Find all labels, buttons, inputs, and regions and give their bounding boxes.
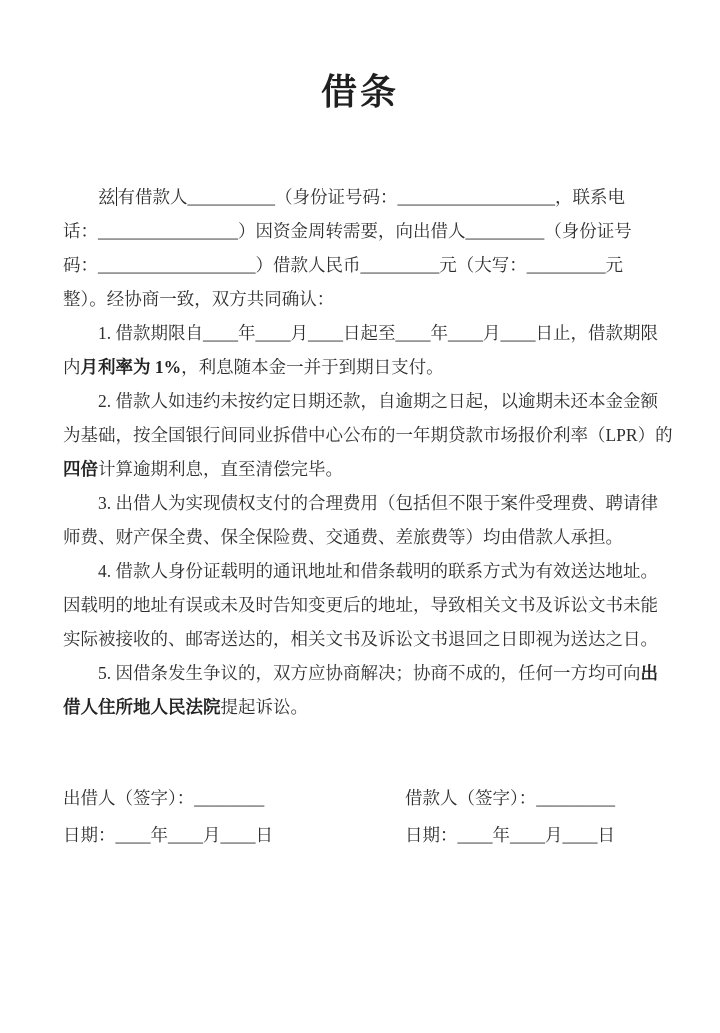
- clause-4-line-3: [63, 622, 657, 656]
- clause-4-line-1: [63, 554, 657, 588]
- blank-end-day[interactable]: ____: [500, 323, 536, 343]
- date-text: 日: [255, 825, 273, 845]
- blank-end-year[interactable]: ____: [395, 323, 431, 343]
- blank-borrower-date-day[interactable]: ____: [562, 825, 598, 845]
- blank-borrower-date-year[interactable]: ____: [457, 825, 493, 845]
- lender-signature-line: [63, 780, 405, 817]
- intro-text: ）因资金周转需要，向出借人: [238, 221, 466, 241]
- intro-line-1: [63, 180, 657, 214]
- intro-text: 元（大写：: [439, 255, 527, 275]
- blank-amount-digits[interactable]: _________: [360, 255, 440, 275]
- intro-text: ，联系电: [555, 187, 625, 207]
- borrower-signature-column: [405, 780, 615, 854]
- clause-text: 提起诉讼。: [220, 697, 308, 717]
- clause-5-line-2: [63, 690, 657, 724]
- clause-1-line-1: [63, 316, 657, 350]
- clause-2-line-2: [63, 418, 673, 452]
- intro-text: 元: [605, 255, 623, 275]
- intro-text: 话：: [63, 221, 98, 241]
- clause-text: 计算逾期利息，直至清偿完毕。: [98, 459, 343, 479]
- date-label: 日期：: [405, 825, 458, 845]
- blank-borrower-name[interactable]: __________: [187, 187, 275, 207]
- blank-lender-id[interactable]: __________________: [98, 255, 256, 275]
- borrower-signature-label: 借款人（签字）：: [405, 788, 537, 808]
- clause-1-line-2: [63, 350, 657, 384]
- lpr-multiple-emphasis: 四倍: [63, 459, 98, 479]
- lender-signature-column: [63, 780, 405, 854]
- date-text: 月: [203, 825, 221, 845]
- clause-text: 日止，借款期限: [535, 323, 658, 343]
- clause-text: 月: [290, 323, 308, 343]
- blank-borrower-id[interactable]: __________________: [397, 187, 555, 207]
- clause-text: 2. 借款人如违约未按约定日期还款，自逾期之日起，以逾期未还本金金额: [98, 391, 658, 411]
- interest-rate-emphasis: 月利率为 1%: [80, 357, 182, 377]
- clause-text: 为基础，按全国银行间同业拆借中心公布的一年期贷款市场报价利率（LPR）的: [63, 425, 673, 445]
- blank-lender-name[interactable]: _________: [465, 221, 545, 241]
- intro-line-4: [63, 282, 657, 316]
- clause-text: 日起至: [343, 323, 396, 343]
- date-label: 日期：: [63, 825, 116, 845]
- blank-lender-date-day[interactable]: ____: [220, 825, 256, 845]
- clause-4-line-2: [63, 588, 657, 622]
- borrower-date-line: [405, 817, 615, 854]
- blank-lender-signature[interactable]: ________: [194, 788, 265, 808]
- date-text: 日: [597, 825, 615, 845]
- intro-text: 有借款人: [117, 187, 188, 207]
- clause-text: 月: [483, 323, 501, 343]
- document-title: 借条: [320, 72, 399, 112]
- lender-date-line: [63, 817, 405, 854]
- document-body: [63, 180, 673, 724]
- clause-text: ，利息随本金一并于到期日支付。: [181, 357, 444, 377]
- clause-text: 1. 借款期限自: [98, 323, 203, 343]
- blank-amount-words[interactable]: _________: [526, 255, 606, 275]
- lender-signature-label: 出借人（签字）：: [63, 788, 195, 808]
- clause-2-line-3: [63, 452, 657, 486]
- intro-text: （身份证号: [544, 221, 632, 241]
- blank-lender-date-year[interactable]: ____: [115, 825, 151, 845]
- intro-line-2: [63, 214, 657, 248]
- blank-borrower-signature[interactable]: _________: [536, 788, 615, 808]
- clause-text: 5. 因借条发生争议的，双方应协商解决；协商不成的，任何一方均可向: [98, 663, 641, 683]
- blank-end-month[interactable]: ____: [448, 323, 483, 343]
- clause-text: 实际被接收的、邮寄送达的，相关文书及诉讼文书退回之日即视为送达之日。: [63, 629, 658, 649]
- clause-3-line-1: [63, 486, 657, 520]
- clause-text: 3. 出借人为实现债权支付的合理费用（包括但不限于案件受理费、聘请律: [98, 493, 658, 513]
- blank-phone[interactable]: ________________: [98, 221, 238, 241]
- court-emphasis: 出: [640, 663, 658, 683]
- date-text: 月: [545, 825, 563, 845]
- date-text: 年: [492, 825, 510, 845]
- blank-lender-date-month[interactable]: ____: [168, 825, 203, 845]
- blank-start-day[interactable]: ____: [308, 323, 343, 343]
- clause-3-line-2: [63, 520, 657, 554]
- blank-start-year[interactable]: ____: [203, 323, 238, 343]
- clause-text: 内: [63, 357, 81, 377]
- intro-text: 整）。经协商一致，双方共同确认：: [63, 289, 335, 309]
- blank-start-month[interactable]: ____: [255, 323, 291, 343]
- intro-text: 码：: [63, 255, 98, 275]
- date-text: 年: [150, 825, 168, 845]
- clause-text: 4. 借款人身份证载明的通讯地址和借条载明的联系方式为有效送达地址。: [98, 561, 658, 581]
- clause-5-line-1: [63, 656, 657, 690]
- intro-line-3: [63, 248, 657, 282]
- intro-text: （身份证号码：: [275, 187, 398, 207]
- intro-text: 兹: [98, 187, 116, 207]
- intro-text: ）借款人民币: [255, 255, 361, 275]
- blank-borrower-date-month[interactable]: ____: [510, 825, 545, 845]
- signature-section: [63, 780, 657, 854]
- clause-2-line-1: [63, 384, 657, 418]
- clause-text: 师费、财产保全费、保全保险费、交通费、差旅费等）均由借款人承担。: [63, 527, 623, 547]
- court-emphasis: 借人住所地人民法院: [63, 697, 221, 717]
- clause-text: 因载明的地址有误或未及时告知变更后的地址，导致相关文书及诉讼文书未能: [63, 595, 658, 615]
- clause-text: 年: [238, 323, 256, 343]
- borrower-signature-line: [405, 780, 615, 817]
- clause-text: 年: [430, 323, 448, 343]
